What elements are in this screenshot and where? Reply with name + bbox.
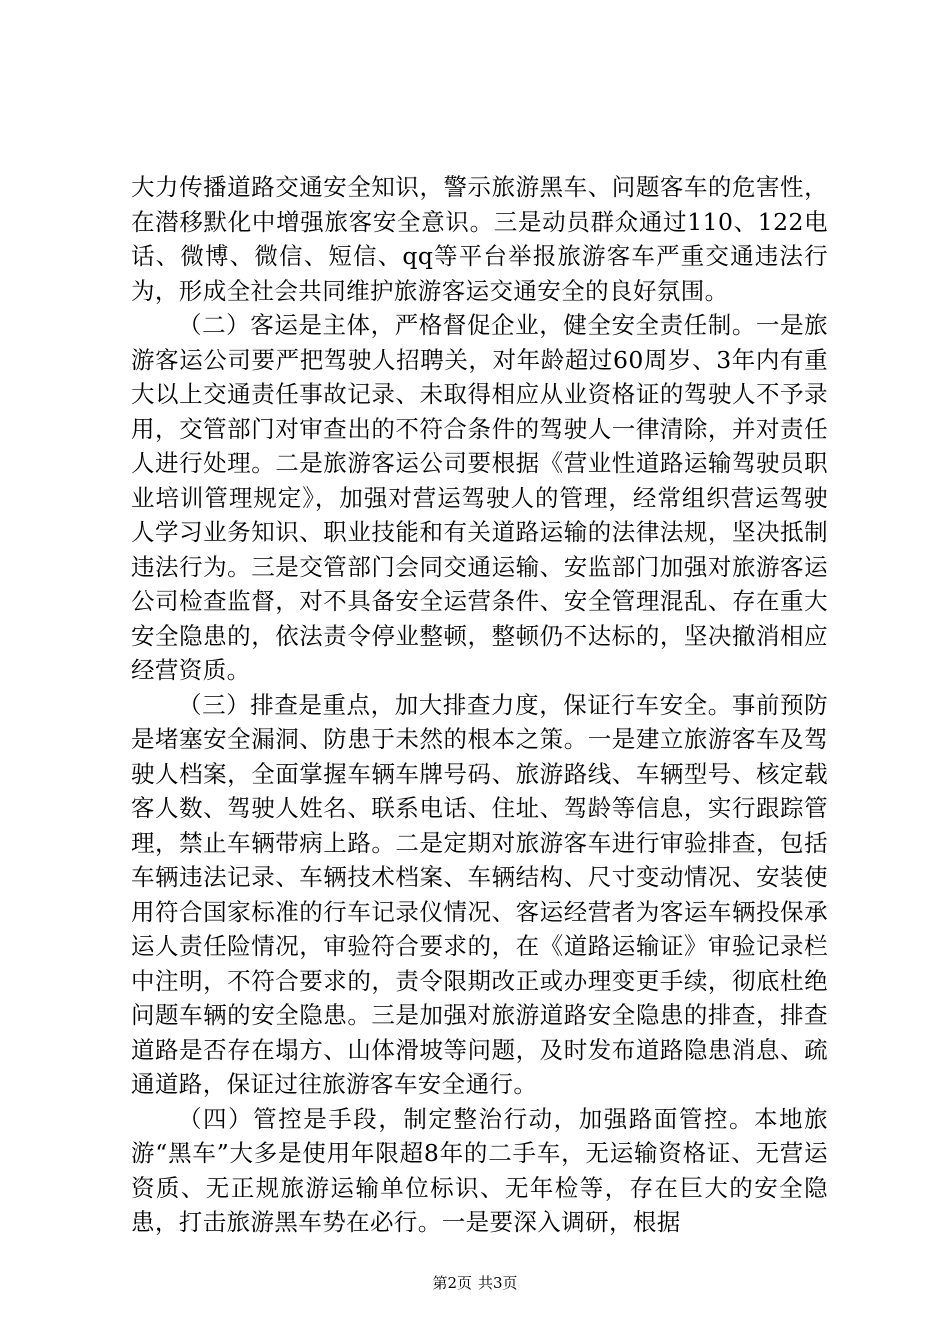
paragraph-3: （三）排查是重点，加大排查力度，保证行车安全。事前预防是堵塞安全漏洞、防患于未然的根本之策。一是建立旅游客车及驾驶人档案，全面掌握车辆车牌号码、旅游路线、车辆型号、核定载客人数、驾驶人姓名、联系电话、住址、驾龄等信息，实行跟踪管理，禁止车辆带病上路。二是定期对旅游客车进行审验排查，包括车辆违法记录、车辆技术档案、车辆结构、尺寸变动情况、安装使用符合国家标准的行车记录仪情况、客运经营者为客运车辆投保承运人责任险情况，审验符合要求的，在《道路运输证》审验记录栏中注明，不符合要求的，责令限期改正或办理变更手续，彻底杜绝问题车辆的安全隐患。三是加强对旅游道路安全隐患的排查，排查道路是否存在塌方、山体滑坡等问题，及时发布道路隐患消息、疏通道路，保证过往旅游客车安全通行。 [131,690,828,1098]
paragraph-2: （二）客运是主体，严格督促企业，健全安全责任制。一是旅游客运公司要严把驾驶人招聘关，对年龄超过60周岁、3年内有重大以上交通责任事故记录、未取得相应从业资格证的驾驶人不予录用，交管部门对审查出的不符合条件的驾驶人一律清除，并对责任人进行处理。二是旅游客运公司要根据《营业性道路运输驾驶员职业培训管理规定》，加强对营运驾驶人的管理，经常组织营运驾驶人学习业务知识、职业技能和有关道路运输的法律法规，坚决抵制违法行为。三是交管部门会同交通运输、安监部门加强对旅游客运公司检查监督，对不具备安全运营条件、安全管理混乱、存在重大安全隐患的，依法责令停业整顿，整顿仍不达标的，坚决撤消相应经营资质。 [131,311,828,684]
paragraph-4: （四）管控是手段，制定整治行动，加强路面管控。本地旅游“黑车”大多是使用年限超8年的二手车，无运输资格证、无营运资质、无正规旅游运输单位标识、无年检等，存在巨大的安全隐患，打击旅游黑车势在必行。一是要深入调研，根据 [131,1104,828,1236]
page-footer [0,1273,950,1293]
document-body [131,170,828,1240]
page-number: 第2页 [432,1274,472,1292]
page-total: 共3页 [478,1274,518,1292]
paragraph-1: 大力传播道路交通安全知识，警示旅游黑车、问题客车的危害性，在潜移默化中增强旅客安全意识。三是动员群众通过110、122电话、微博、微信、短信、qq等平台举报旅游客车严重交通违法行为，形成全社会共同维护旅游客运交通安全的良好氛围。 [131,173,828,305]
